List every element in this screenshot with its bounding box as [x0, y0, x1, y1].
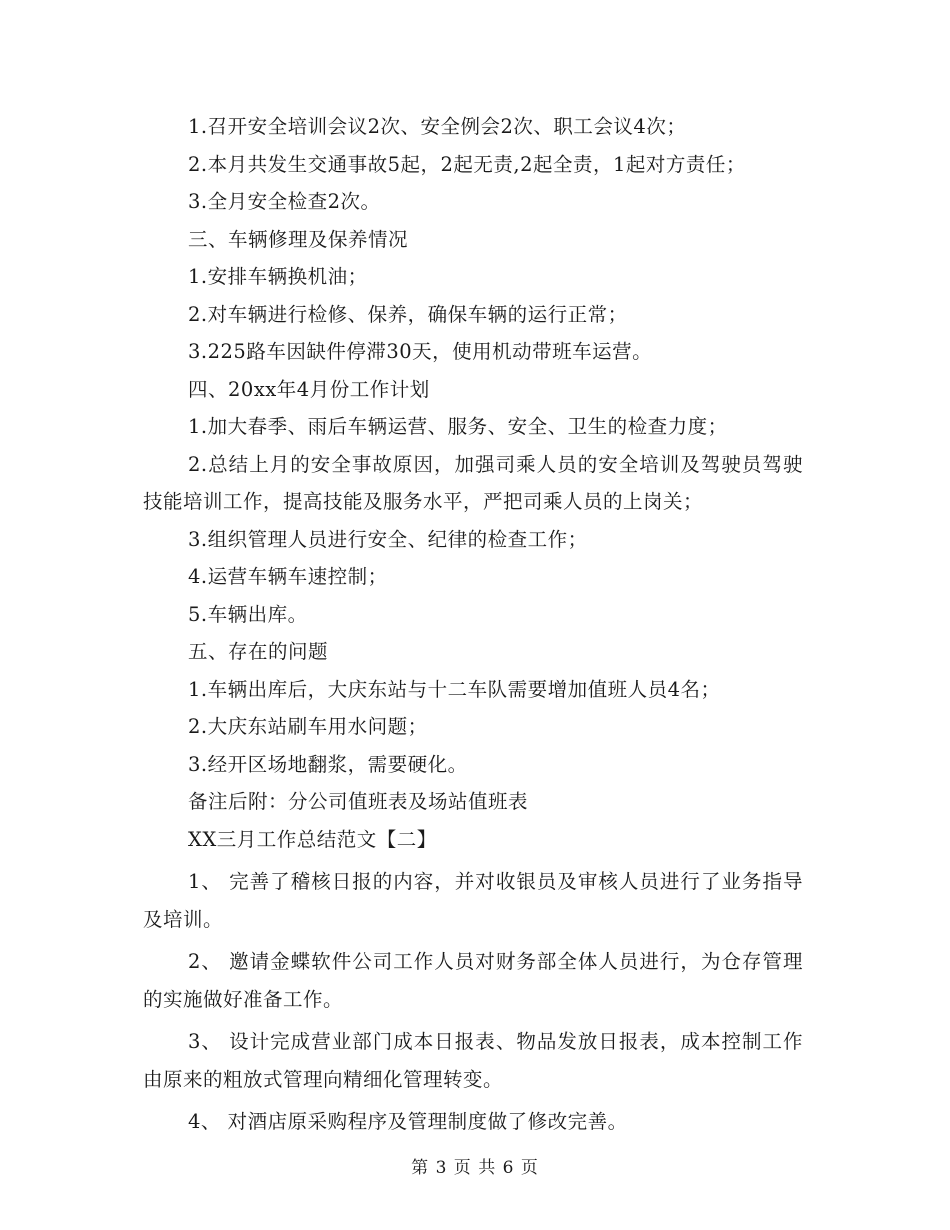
page-number-footer: 第 3 页 共 6 页 — [411, 1158, 539, 1178]
paragraph-inspection: 1.加大春季、雨后车辆运营、服务、安全、卫生的检查力度； — [188, 415, 728, 438]
paragraph-discipline-check: 3.组织管理人员进行安全、纪律的检查工作； — [188, 527, 588, 551]
paragraph-oil-change: 1.安排车辆换机油； — [188, 265, 368, 288]
section-heading-vehicle-repair: 三、车辆修理及保养情况 — [188, 227, 409, 251]
paragraph-route-225: 3.225路车因缺件停滞30天，使用机动带班车运营。 — [188, 340, 653, 363]
paragraph-speed-control: 4.运营车辆车速控制； — [188, 565, 388, 588]
paragraph-site-hardening: 3.经开区场地翻浆，需要硬化。 — [188, 752, 468, 776]
section-heading-april-plan: 四、20xx年4月份工作计划 — [188, 377, 430, 401]
paragraph-audit-report: 1、 完善了稽核日报的内容，并对收银员及审核人员进行了业务指导及培训。 — [143, 870, 803, 931]
paragraph-maintenance: 2.对车辆进行检修、保养，确保车辆的运行正常； — [188, 302, 628, 326]
paragraph-procurement: 4、 对酒店原采购程序及管理制度做了修改完善。 — [188, 1110, 628, 1133]
paragraph-training: 2.总结上月的安全事故原因，加强司乘人员的安全培训及驾驶员驾驶技能培训工作，提高技能及服务水平，严把司乘人员的上岗关； — [143, 452, 803, 513]
paragraph-accidents: 2.本月共发生交通事故5起，2起无责,2起全责，1起对方责任； — [188, 152, 746, 176]
paragraph-meetings: 1.召开安全培训会议2次、安全例会2次、职工会议4次； — [188, 115, 687, 138]
paragraph-safety-checks: 3.全月安全检查2次。 — [188, 190, 381, 213]
paragraph-cost-reports: 3、 设计完成营业部门成本日报表、物品发放日报表，成本控制工作由原来的粗放式管理向精细化管理转变。 — [143, 1030, 803, 1091]
section-heading-issues: 五、存在的问题 — [188, 640, 329, 663]
paragraph-software-training: 2、 邀请金蝶软件公司工作人员对财务部全体人员进行，为仓存管理的实施做好准备工作。 — [143, 950, 803, 1011]
section-heading-sample-two: XX三月工作总结范文【二】 — [188, 827, 437, 851]
document-body — [143, 108, 803, 1141]
paragraph-vehicle-departure: 5.车辆出库。 — [188, 602, 308, 626]
paragraph-water-issue: 2.大庆东站刷车用水问题； — [188, 715, 428, 738]
paragraph-staffing: 1.车辆出库后，大庆东站与十二车队需要增加值班人员4名； — [188, 677, 721, 701]
paragraph-attachment-note: 备注后附：分公司值班表及场站值班表 — [188, 790, 529, 813]
